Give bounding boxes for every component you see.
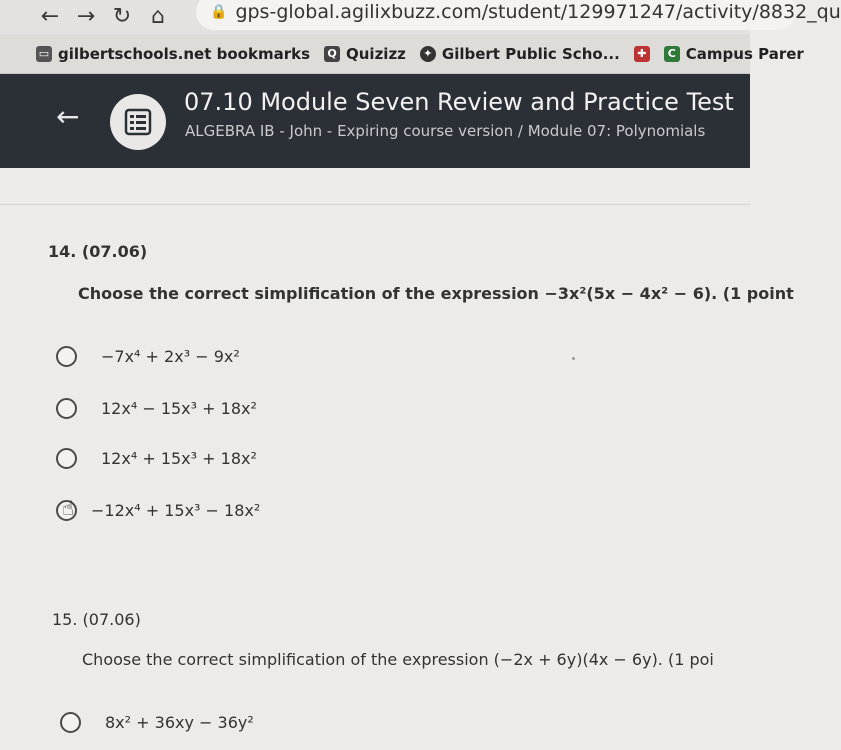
question-14-prompt: Choose the correct simplification of the expression −3x²(5x − 4x² − 6). (1 point — [78, 284, 794, 303]
question-14-option-b[interactable] — [56, 398, 257, 419]
question-15-prompt: Choose the correct simplification of the expression (−2x + 6y)(4x − 6y). (1 poi — [82, 650, 714, 669]
gilbert-icon: ✦ — [420, 46, 436, 62]
bookmark-label: Campus Parer — [685, 44, 804, 63]
bookmarks-bar — [0, 34, 804, 74]
course-header — [0, 74, 750, 168]
question-14-number: 14. (07.06) — [48, 242, 148, 261]
option-label: 8x² + 36xy − 36y² — [105, 713, 254, 732]
bookmark-label: Gilbert Public Scho... — [441, 44, 620, 63]
back-arrow-icon[interactable]: ← — [56, 100, 80, 133]
bookmark-label: gilbertschools.net bookmarks — [58, 44, 310, 63]
back-icon[interactable]: ← — [40, 4, 60, 29]
url-text: gps-global.agilixbuzz.com/student/129971247/activity/8832_qu — [235, 1, 841, 23]
address-bar[interactable] — [196, 0, 841, 30]
question-15-option-a[interactable] — [60, 712, 254, 733]
radio-button[interactable] — [56, 398, 77, 419]
bookmark-gilbertschools[interactable] — [36, 45, 310, 63]
activity-title: 07.10 Module Seven Review and Practice Test — [184, 88, 734, 116]
question-15-number: 15. (07.06) — [52, 610, 141, 629]
puzzle-icon: ✚ — [634, 46, 650, 62]
bookmark-gilbert-public[interactable] — [420, 45, 620, 63]
divider — [0, 204, 750, 205]
radio-button[interactable] — [56, 448, 77, 469]
bookmark-label: Quizizz — [346, 44, 406, 63]
question-14-option-c[interactable] — [56, 448, 257, 469]
home-icon[interactable]: ⌂ — [151, 4, 165, 29]
forward-icon[interactable]: → — [76, 4, 96, 29]
reload-icon[interactable]: ↻ — [112, 4, 132, 29]
course-breadcrumb[interactable]: ALGEBRA IB - John - Expiring course version / Module 07: Polynomials — [185, 122, 706, 140]
question-14-option-a[interactable] — [56, 346, 240, 367]
hand-cursor-icon: ☝ — [62, 496, 75, 520]
browser-toolbar — [0, 0, 841, 34]
radio-button[interactable] — [60, 712, 81, 733]
folder-icon: ▭ — [36, 46, 52, 62]
radio-button[interactable] — [56, 346, 77, 367]
option-label: −7x⁴ + 2x³ − 9x² — [101, 347, 240, 366]
campus-icon: C — [664, 46, 680, 62]
bookmark-extension[interactable] — [634, 46, 650, 62]
activity-list-icon — [110, 94, 166, 150]
decoration-dot — [572, 357, 575, 360]
question-14-option-d[interactable] — [56, 496, 261, 521]
option-label: 12x⁴ − 15x³ + 18x² — [101, 399, 257, 418]
question-area — [0, 168, 794, 750]
option-label: −12x⁴ + 15x³ − 18x² — [91, 501, 261, 520]
option-label: 12x⁴ + 15x³ + 18x² — [101, 449, 257, 468]
bookmark-campus-parent[interactable] — [664, 45, 804, 63]
bookmark-quizizz[interactable] — [324, 45, 406, 63]
quizizz-icon: Q — [324, 46, 340, 62]
lock-icon: 🔒 — [210, 4, 228, 20]
